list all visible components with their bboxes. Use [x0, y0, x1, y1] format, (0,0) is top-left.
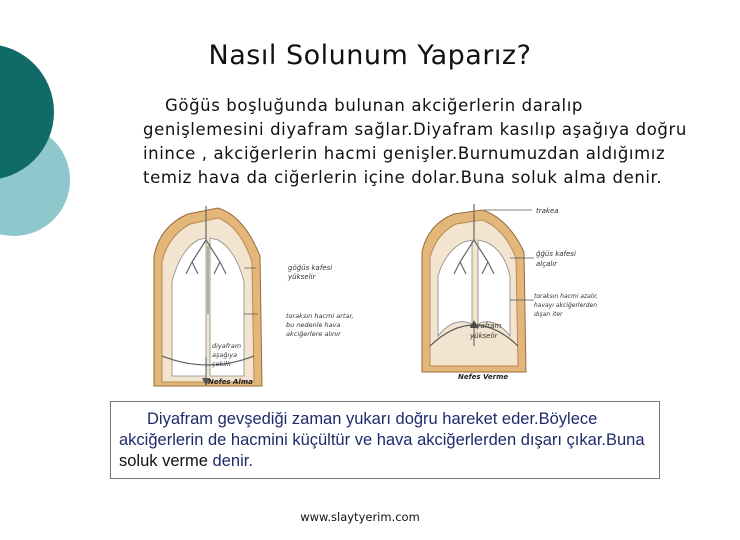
exhale-diagram	[422, 204, 534, 372]
inhale-diaphragm-label-3: çekilir	[212, 360, 232, 368]
exhale-caption: Nefes Verme	[458, 373, 509, 381]
exhale-rib-label-2: alçalır	[536, 260, 558, 268]
exhale-chest-label-2: havayı akciğerlerden	[534, 302, 598, 309]
inhale-diagram	[154, 206, 262, 386]
exhale-diaphragm-label-2: yükselir	[470, 332, 498, 340]
inhale-diaphragm-label-2: aşağıya	[212, 351, 238, 359]
inhale-diaphragm-label-1: diyafram	[212, 342, 242, 350]
exhale-text-emphasis: soluk verme	[119, 452, 208, 470]
inhale-rib-label-2: yükselir	[288, 273, 316, 281]
exhale-chest-label-1: toraksın hacmi azalır,	[534, 293, 599, 300]
exhale-text-part-3: denir.	[207, 452, 253, 470]
footer-url: www.slaytyerim.com	[300, 510, 420, 524]
intro-paragraph: Göğüs boşluğunda bulunan akciğerlerin daralıp genişlemesini diyafram sağlar.Diyafram kasılıp aşağıya doğru inince , akciğerlerin hacmi genişler.Burnumuzdan aldığımız temiz hava da ciğerlerin içine dolar.Buna soluk alma denir.	[143, 96, 687, 187]
inhale-chest-label-1: toraksın hacmi artar,	[286, 312, 354, 320]
exhale-chest-label-3: dışarı iter	[534, 311, 563, 318]
exhale-diaphragm-label-1: diyafram	[470, 322, 502, 330]
breathing-illustration	[148, 196, 599, 396]
exhale-text-part-1: Diyafram gevşediği zaman yukarı doğru hareket eder.Böylece akciğerlerin de hacmini küçültür ve hava akciğerlerden dışarı çıkar.Buna	[119, 410, 645, 449]
exhale-rib-label-1: ğğüs kafesi	[536, 250, 576, 258]
slide-title: Nasıl Solunum Yaparız?	[208, 40, 532, 71]
inhale-rib-label-1: göğüs kafesi	[288, 264, 333, 272]
inhale-chest-label-2: bu nedenle hava	[286, 321, 341, 329]
inhale-chest-label-3: akciğerlere alınır	[286, 330, 341, 338]
exhale-trachea-label: trakea	[536, 207, 559, 215]
inhale-caption: Nefes Alma	[208, 378, 253, 386]
exhale-text-box	[110, 401, 660, 479]
